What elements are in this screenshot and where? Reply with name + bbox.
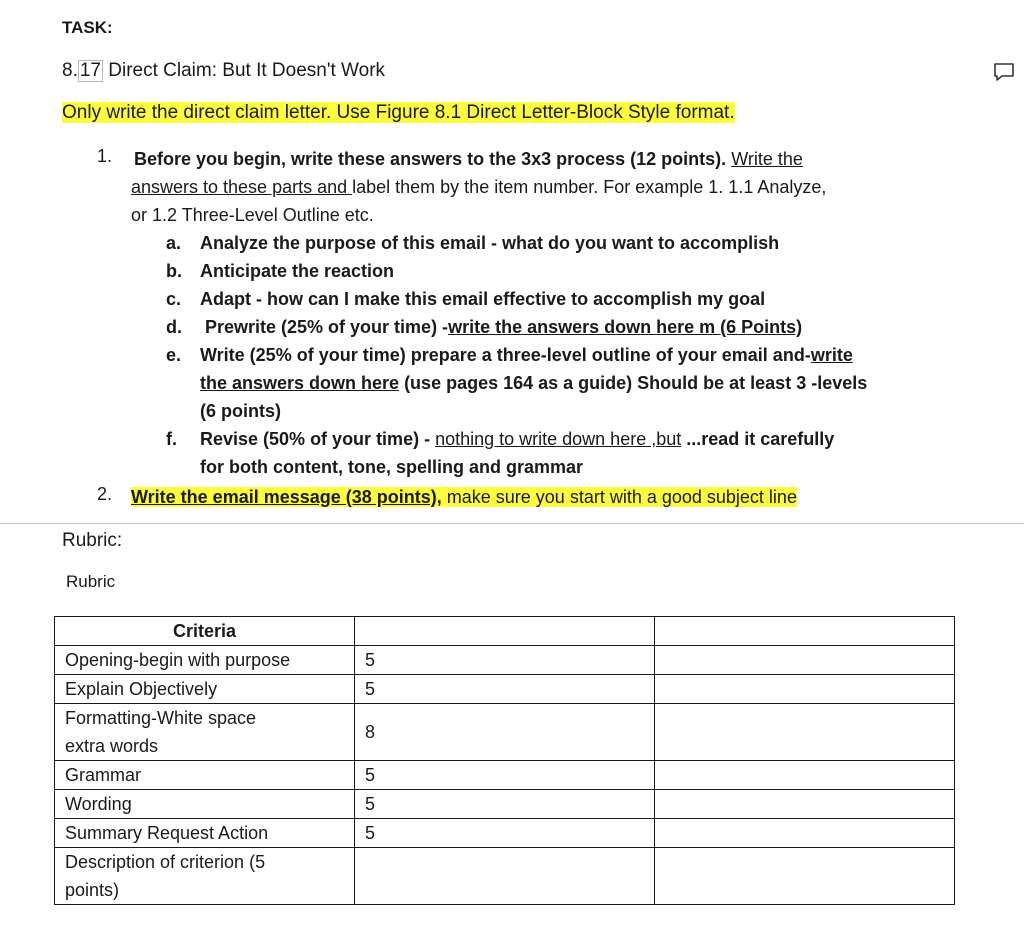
subitem-e-line-3: (6 points): [200, 401, 281, 421]
subitem-b-letter: b.: [166, 261, 182, 281]
subitem-e-line-2: [200, 369, 867, 397]
item-1-underline: Write the: [731, 149, 803, 169]
comment-icon[interactable]: [993, 62, 1015, 82]
criterion-line-2: points): [65, 880, 120, 900]
subitem-f-letter: f.: [166, 429, 177, 449]
criterion-line-1: Formatting-White space: [65, 708, 257, 728]
section-divider: [0, 523, 1024, 524]
points-cell: 5: [355, 819, 655, 848]
table-cell-empty: [655, 704, 955, 761]
subitem-c-letter: c.: [166, 289, 182, 309]
item-1-line-3: or 1.2 Three-Level Outline etc.: [131, 205, 374, 225]
subitem-f-underline: nothing to write down here ,but: [435, 429, 682, 449]
subitem-a-text: Analyze the purpose of this email - what do you want to accomplish: [200, 233, 780, 253]
subitem-f-text-2: ...read it carefully: [681, 429, 835, 449]
criterion-cell: Grammar: [55, 761, 355, 790]
table-row: [55, 675, 955, 704]
table-row: [55, 704, 955, 761]
table-row: [55, 617, 955, 646]
table-cell-empty: [655, 675, 955, 704]
rubric-label: Rubric: [66, 572, 116, 591]
item-1-number: 1.: [97, 146, 113, 166]
table-cell-empty: [655, 617, 955, 646]
points-cell: 5: [355, 646, 655, 675]
instruction-highlight: Only write the direct claim letter. Use Figure 8.1 Direct Letter-Block Style format.: [62, 102, 735, 123]
table-cell-empty: [655, 848, 955, 905]
table-row: [55, 646, 955, 675]
table-cell-empty: [655, 761, 955, 790]
table-cell-empty: [655, 790, 955, 819]
points-cell: 5: [355, 675, 655, 704]
title-number-selected[interactable]: 17: [79, 60, 101, 81]
assignment-title: [62, 60, 385, 82]
points-cell: 5: [355, 790, 655, 819]
item-1-line-2: [131, 173, 826, 201]
criterion-line-2: extra words: [65, 736, 159, 756]
item-2-underline: Write the email message (38 points),: [131, 487, 442, 507]
subitem-d-underline: write the answers down here m (6 Points): [448, 317, 803, 337]
points-cell: 5: [355, 761, 655, 790]
subitem-a-letter: a.: [166, 233, 182, 253]
table-row: [55, 819, 955, 848]
item-1-bold: Before you begin, write these answers to the 3x3 process (12 points).: [134, 149, 727, 169]
criterion-cell: Wording: [55, 790, 355, 819]
criterion-cell: Summary Request Action: [55, 819, 355, 848]
criterion-line-1: Description of criterion (5: [65, 852, 266, 872]
table-cell-empty: [655, 646, 955, 675]
item-1-line-1: [134, 145, 803, 173]
subitem-f-text-1: Revise (50% of your time) -: [200, 429, 436, 449]
item-1-line-2-text: label them by the item number. For example 1. 1.1 Analyze,: [352, 177, 827, 197]
table-row: [55, 790, 955, 819]
criterion-cell: Opening-begin with purpose: [55, 646, 355, 675]
title-number-prefix: 8.: [62, 60, 78, 81]
table-cell-empty: [355, 617, 655, 646]
item-2-number: 2.: [97, 484, 113, 504]
subitem-c-text: Adapt - how can I make this email effective to accomplish my goal: [200, 289, 766, 309]
table-row: [55, 761, 955, 790]
subitem-b-text: Anticipate the reaction: [200, 261, 395, 281]
criterion-cell: [55, 704, 355, 761]
subitem-e-text-1: Write (25% of your time) prepare a three-level outline of your email and-: [200, 345, 811, 365]
subitem-d-text: Prewrite (25% of your time) -: [205, 317, 449, 337]
instruction-line: [62, 102, 735, 124]
criterion-cell: Explain Objectively: [55, 675, 355, 704]
item-2-text: make sure you start with a good subject line: [441, 487, 797, 507]
subitem-e-text-2: (use pages 164 as a guide) Should be at least 3 -levels: [399, 373, 868, 393]
table-cell-empty: [655, 819, 955, 848]
item-2-line: [131, 483, 797, 511]
subitem-d-letter: d.: [166, 317, 182, 337]
subitem-e-letter: e.: [166, 345, 182, 365]
item-1-line-2-underline: answers to these parts and: [131, 177, 353, 197]
subitem-e-line-1: [200, 341, 853, 369]
criteria-header: Criteria: [55, 617, 355, 646]
table-row: [55, 848, 955, 905]
subitem-e-underline-2: the answers down here: [200, 373, 400, 393]
title-text: Direct Claim: But It Doesn't Work: [108, 60, 386, 81]
subitem-d-line: [205, 313, 802, 341]
task-label: TASK:: [62, 18, 113, 37]
subitem-f-line-1: [200, 425, 834, 453]
points-cell: [355, 848, 655, 905]
rubric-table: [54, 616, 955, 905]
subitem-f-line-2: for both content, tone, spelling and grammar: [200, 457, 584, 477]
subitem-e-underline-1: write: [810, 345, 853, 365]
criterion-cell: [55, 848, 355, 905]
rubric-heading: Rubric:: [62, 530, 123, 551]
points-cell: 8: [355, 704, 655, 761]
